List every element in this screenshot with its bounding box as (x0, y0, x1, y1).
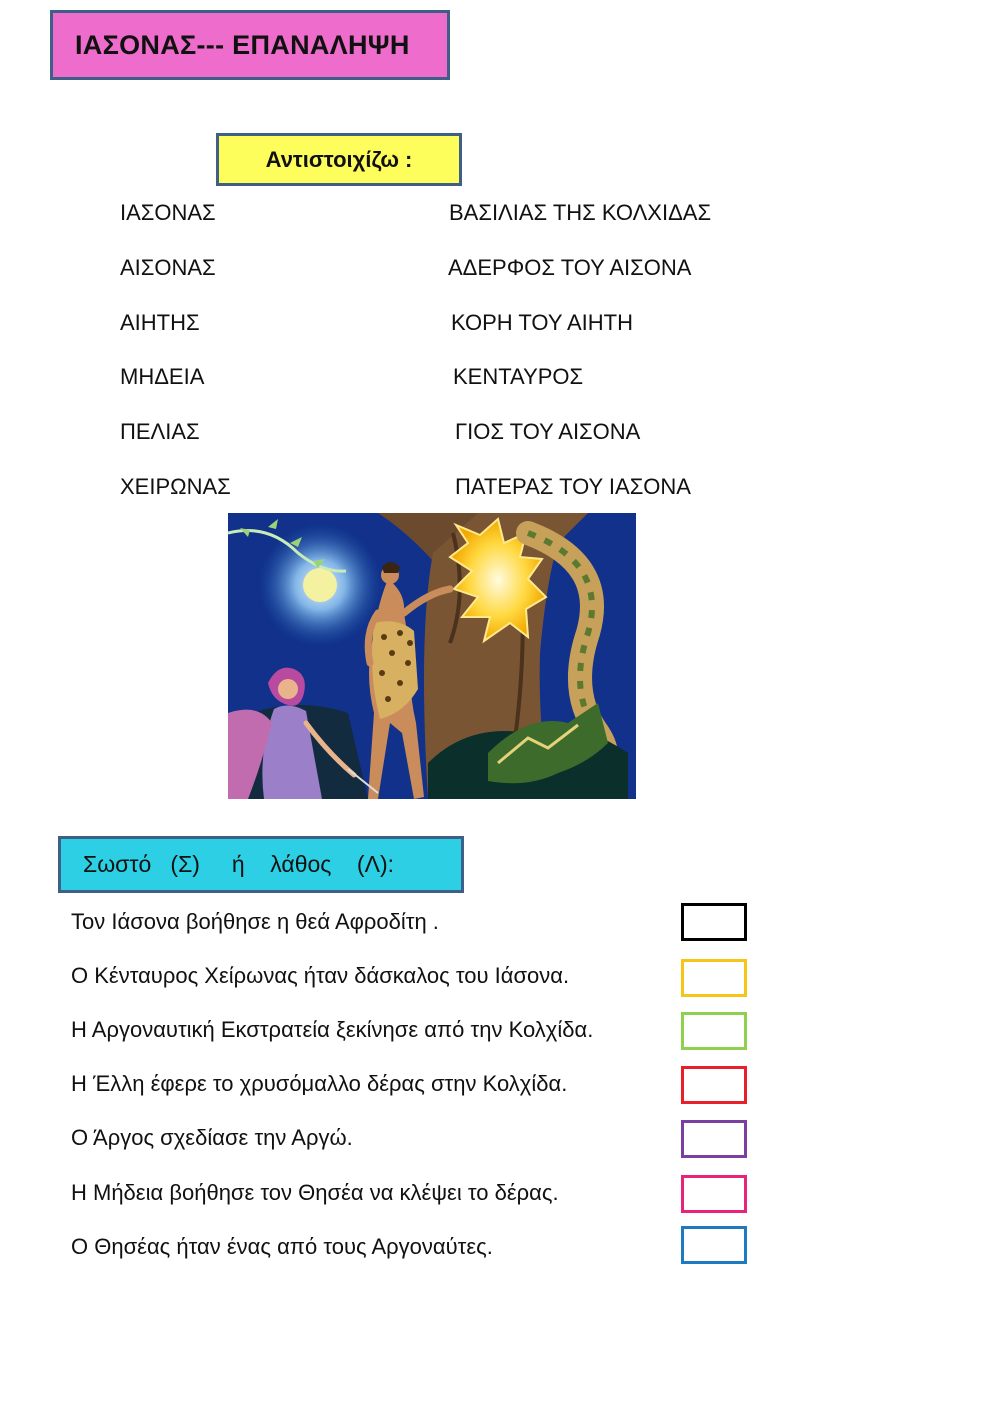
match-right-item[interactable]: ΠΑΤΕΡΑΣ ΤΟΥ ΙΑΣΟΝΑ (455, 474, 691, 499)
match-left-item[interactable]: ΧΕΙΡΩΝΑΣ (120, 474, 231, 499)
golden-fleece-illustration (228, 513, 636, 799)
match-left-item[interactable]: ΠΕΛΙΑΣ (120, 419, 200, 444)
answer-box[interactable] (681, 1066, 747, 1104)
answer-box[interactable] (681, 903, 747, 941)
tf-statement: Ο Θησέας ήταν ένας από τους Αργοναύτες. (71, 1234, 493, 1259)
matching-heading: Αντιστοιχίζω : (216, 133, 462, 186)
tf-statement: Ο Άργος σχεδίασε την Αργώ. (71, 1125, 353, 1150)
match-right-item[interactable]: ΑΔΕΡΦΟΣ ΤΟΥ ΑΙΣΟΝΑ (448, 255, 692, 280)
answer-box[interactable] (681, 1175, 747, 1213)
page-title: ΙΑΣΟΝΑΣ--- ΕΠΑΝΑΛΗΨΗ (50, 10, 450, 80)
match-right-item[interactable]: ΚΕΝΤΑΥΡΟΣ (453, 364, 584, 389)
answer-box[interactable] (681, 959, 747, 997)
match-right-item[interactable]: ΓΙΟΣ ΤΟΥ ΑΙΣΟΝΑ (455, 419, 641, 444)
tf-statement: Ο Κένταυρος Χείρωνας ήταν δάσκαλος του Ιάσονα. (71, 963, 570, 988)
match-right-item[interactable]: ΚΟΡΗ ΤΟΥ ΑΙΗΤΗ (451, 310, 634, 335)
match-left-item[interactable]: ΙΑΣΟΝΑΣ (120, 200, 216, 225)
tf-statement: Η Αργοναυτική Εκστρατεία ξεκίνησε από την Κολχίδα. (71, 1017, 594, 1042)
match-left-item[interactable]: ΑΙΣΟΝΑΣ (120, 255, 216, 280)
answer-box[interactable] (681, 1226, 747, 1264)
answer-box[interactable] (681, 1012, 747, 1050)
tf-statement: Τον Ιάσονα βοήθησε η θεά Αφροδίτη . (71, 909, 439, 934)
tf-statement: Η Έλλη έφερε το χρυσόμαλλο δέρας στην Κολχίδα. (71, 1071, 568, 1096)
match-left-item[interactable]: ΜΗΔΕΙΑ (120, 364, 205, 389)
tf-statement: Η Μήδεια βοήθησε τον Θησέα να κλέψει το δέρας. (71, 1180, 559, 1205)
match-right-item[interactable]: ΒΑΣΙΛΙΑΣ ΤΗΣ ΚΟΛΧΙΔΑΣ (449, 200, 712, 225)
answer-box[interactable] (681, 1120, 747, 1158)
true-false-heading: Σωστό (Σ) ή λάθος (Λ): (58, 836, 464, 893)
match-left-item[interactable]: ΑΙΗΤΗΣ (120, 310, 200, 335)
